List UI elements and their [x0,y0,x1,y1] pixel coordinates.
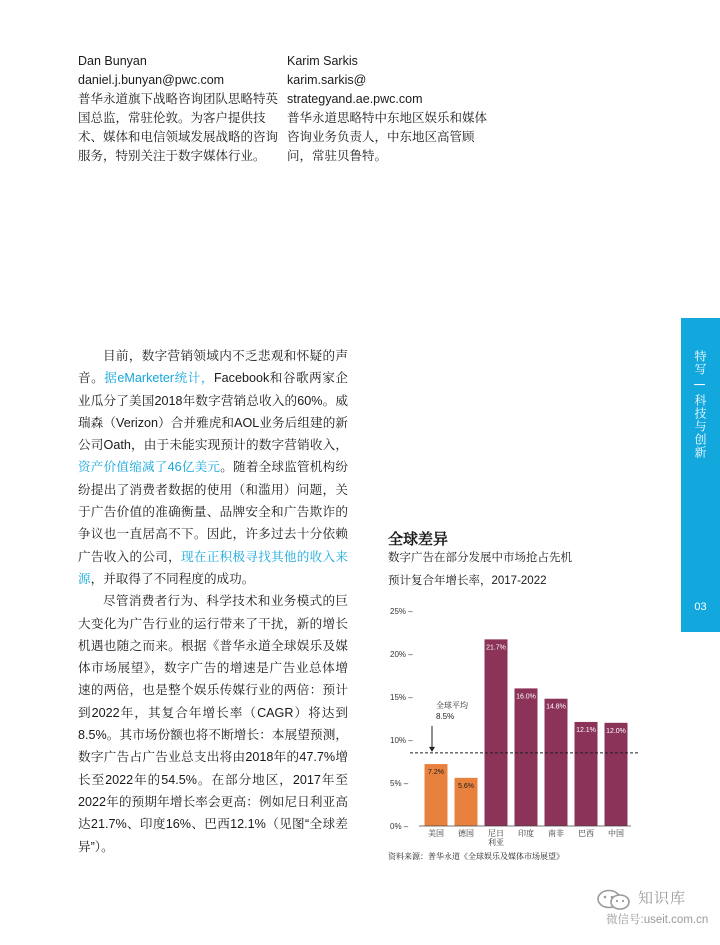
section-label [681,350,720,459]
article-body [78,345,348,858]
bar-value-label: 7.2% [428,769,444,777]
section-topic: 科技与创新 [693,394,707,460]
x-tick-label: 德国 [458,829,474,838]
y-tick-label: 25% – [390,607,413,616]
revenue-sources-link[interactable]: 现在正积极寻找其他的收入来源 [78,549,349,586]
chart-subtitle: 数字广告在部分发展中市场抢占先机 [388,552,572,564]
bar [605,723,628,826]
author-bio: 普华永道旗下战略咨询团队思略特英国总监，常驻伦敦。为客户提供技术、媒体和电信领域发展战略的咨询服务，特别关注于数字媒体行业。 [78,92,279,163]
author-email-line-2[interactable]: strategyand.ae.pwc.com [287,92,423,106]
bar [575,722,598,826]
chart-source: 资料来源：普华永道《全球娱乐及媒体市场展望》 [388,852,564,861]
paragraph-1 [78,345,348,590]
author-name: Karim Sarkis [287,54,358,68]
section-side-tab [681,318,720,632]
section-separator: | [693,383,708,388]
page-number: 03 [694,601,707,613]
global-average-label: 8.5% [436,711,455,721]
author-bio: 普华永道思略特中东地区娱乐和媒体咨询业务负责人，中东地区高管顾问，常驻贝鲁特。 [287,111,488,163]
bar-value-label: 14.8% [546,703,566,711]
emarketer-link[interactable]: 据eMarketer统计， [104,371,214,386]
x-tick-label: 中国 [608,829,624,838]
bar-value-label: 21.7% [486,644,506,652]
x-tick-label: 美国 [428,829,444,838]
chart-ylabel: 预计复合年增长率，2017-2022 [388,575,547,587]
global-average-label: 全球平均 [436,700,468,710]
author-block-sarkis [287,52,487,166]
chart-title: 全球差异 [388,531,449,548]
y-tick-label: 0% – [390,822,409,831]
y-tick-label: 10% – [390,736,413,745]
author-email[interactable]: daniel.j.bunyan@pwc.com [78,73,225,87]
section-name: 特写 [693,350,707,376]
bar-value-label: 5.6% [458,782,474,790]
paragraph-1-intro: 目前，数字营销领域内不乏悲观和怀疑的声音。 [78,349,348,386]
watermark-name: 知识库 [638,890,687,907]
x-tick-label: 尼日 [488,829,504,838]
bar-value-label: 12.1% [576,726,596,734]
y-tick-label: 20% – [390,650,413,659]
paragraph-1-end: ，并取得了不同程度的成功。 [90,571,255,586]
bar-value-label: 12.0% [606,727,626,735]
author-name: Dan Bunyan [78,54,147,68]
x-tick-label: 巴西 [578,829,594,838]
author-email-line-1[interactable]: karim.sarkis@ [287,73,367,87]
bar [515,688,538,826]
x-tick-label: 利亚 [488,838,504,847]
wechat-icon [596,889,632,911]
y-tick-label: 15% – [390,693,413,702]
paragraph-1-mid: Facebook和谷歌两家企业瓜分了美国2018年数字营销总收入的60%。威瑞森（Verizon）合并雅虎和AOL业务后组建的新公司Oath，由于未能实现预计的数字营销收入， [78,371,349,453]
bar-chart [380,600,640,852]
bar [485,639,508,826]
asset-writedown-link[interactable]: 资产价值缩减了46亿美元 [78,460,221,475]
y-tick-label: 5% – [390,779,409,788]
x-tick-label: 印度 [518,829,534,838]
bar-value-label: 16.0% [516,693,536,701]
x-tick-label: 南非 [548,829,564,838]
paragraph-1-cont: 。随着全球监管机构纷纷提出了消费者数据的使用（和滥用）问题，关于广告价值的准确衡量、品牌安全和广告欺诈的争议也一直居高不下。因此，许多过去十分依赖广告收入的公司， [78,460,349,564]
bar [545,699,568,826]
author-block-bunyan [78,52,278,166]
paragraph-2: 尽管消费者行为、科学技术和业务模式的巨大变化为广告行业的运行带来了干扰，新的增长机遇也随之而来。根据《普华永道全球娱乐及媒体市场展望》，数字广告的增速是广告业总体增速的两倍，也是整个娱乐传媒行业的两倍：预计到2022年，其复合年增长率（CAGR）将达到8.5%。其市场份额也将不断增长：本展望预测，数字广告占广告业总支出将由2018年的47.7%增长至2022年的54.5%。在部分地区，2017年至2022年的预期年增长率会更高：例如尼日利亚高达21.7%、印度16%、巴西12.1%（见图“全球差异”）。 [78,594,348,854]
watermark-id: 微信号:useit.com.cn [606,914,709,926]
global-average-arrow-head [429,747,435,752]
